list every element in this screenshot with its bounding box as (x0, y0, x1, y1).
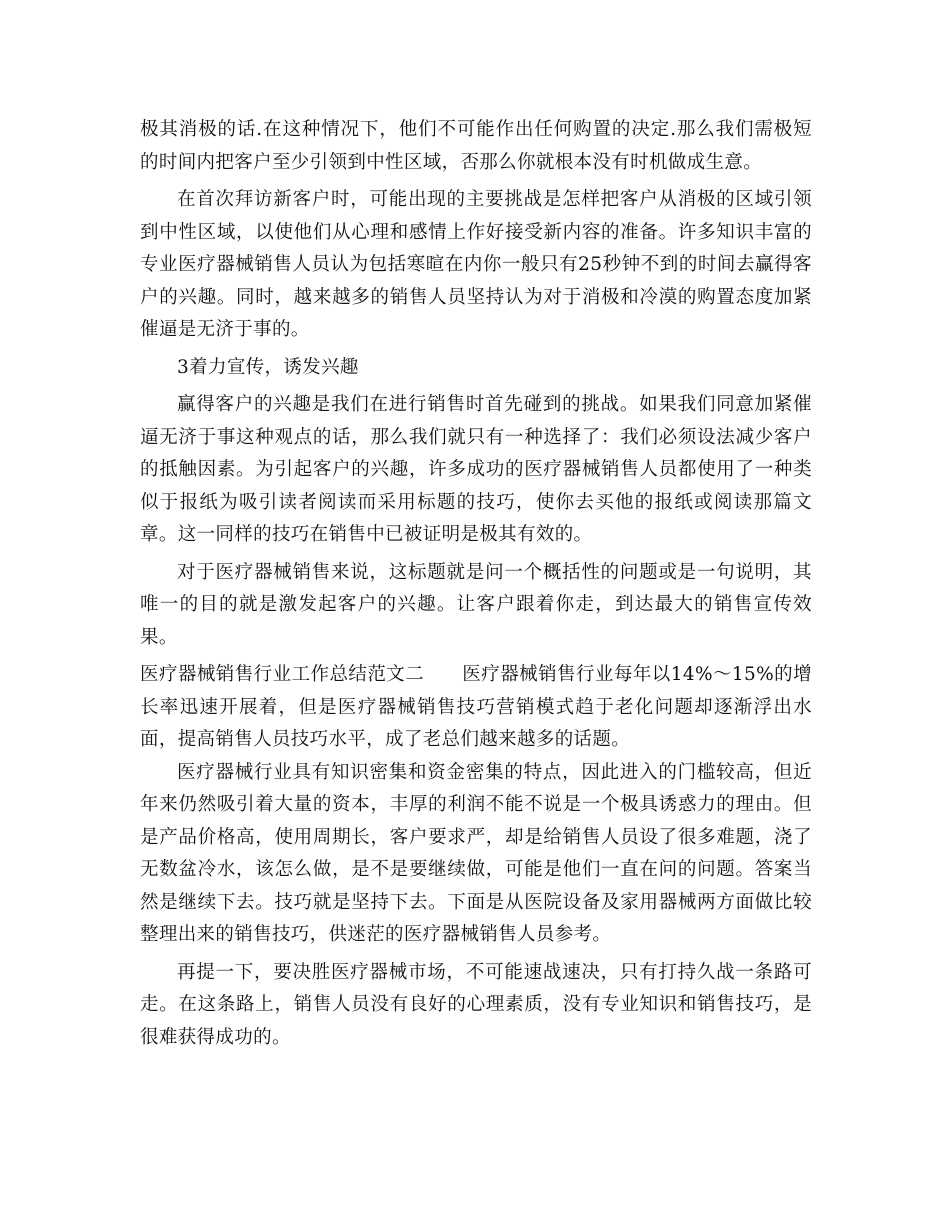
section-intro: 医疗器械销售行业每年以14%～15%的增长率迅速开展着，但是医疗器械销售技巧营销模式趋于老化问题却逐渐浮出水面，提高销售人员技巧水平，成了老总们越来越多的话题。 (140, 664, 812, 750)
subheading-3: 3着力宣传，诱发兴趣 (177, 356, 359, 378)
paragraph-1: 极其消极的话.在这种情况下，他们不可能作出任何购置的决定.那么我们需极短的时间内把客户至少引领到中性区域，否那么你就根本没有时机做成生意。 (140, 119, 812, 173)
paragraph-4: 对于医疗器械销售来说，这标题就是问一个概括性的问题或是一句说明，其唯一的目的就是激发起客户的兴趣。让客户跟着你走，到达最大的销售宣传效果。 (140, 561, 812, 648)
paragraph-5: 医疗器械行业具有知识密集和资金密集的特点，因此进入的门槛较高，但近年来仍然吸引着大量的资本，丰厚的利润不能不说是一个极具诱惑力的理由。但是产品价格高，使用周期长，客户要求严，却是给销售人员设了很多难题，浇了无数盆冷水，该怎么做，是不是要继续做，可能是他们一直在问的问题。答案当然是继续下去。技巧就是坚持下去。下面是从医院设备及家用器械两方面做比较整理出来的销售技巧，供迷茫的医疗器械销售人员参考。 (140, 761, 812, 945)
section-title: 医疗器械销售行业工作总结范文二 (140, 664, 425, 685)
paragraph-2: 在首次拜访新客户时，可能出现的主要挑战是怎样把客户从消极的区域引领到中性区域，以使他们从心理和感情上作好接受新内容的准备。许多知识丰富的专业医疗器械销售人员认为包括寒暄在内你一般只有25秒钟不到的时间去赢得客户的兴趣。同时，越来越多的销售人员坚持认为对于消极和冷漠的购置态度加紧催逼是无济于事的。 (140, 189, 812, 340)
section-block (140, 659, 812, 757)
paragraph-6: 再提一下，要决胜医疗器械市场，不可能速战速决，只有打持久战一条路可走。在这条路上，销售人员没有良好的心理素质，没有专业知识和销售技巧，是很难获得成功的。 (140, 961, 812, 1048)
paragraph-3: 赢得客户的兴趣是我们在进行销售时首先碰到的挑战。如果我们同意加紧催逼无济于事这种观点的话，那么我们就只有一种选择了：我们必须设法减少客户的抵触因素。为引起客户的兴趣，许多成功的医疗器械销售人员都使用了一种类似于报纸为吸引读者阅读而采用标题的技巧，使你去买他的报纸或阅读那篇文章。这一同样的技巧在销售中已被证明是极其有效的。 (140, 394, 812, 545)
document-page (140, 114, 812, 1059)
